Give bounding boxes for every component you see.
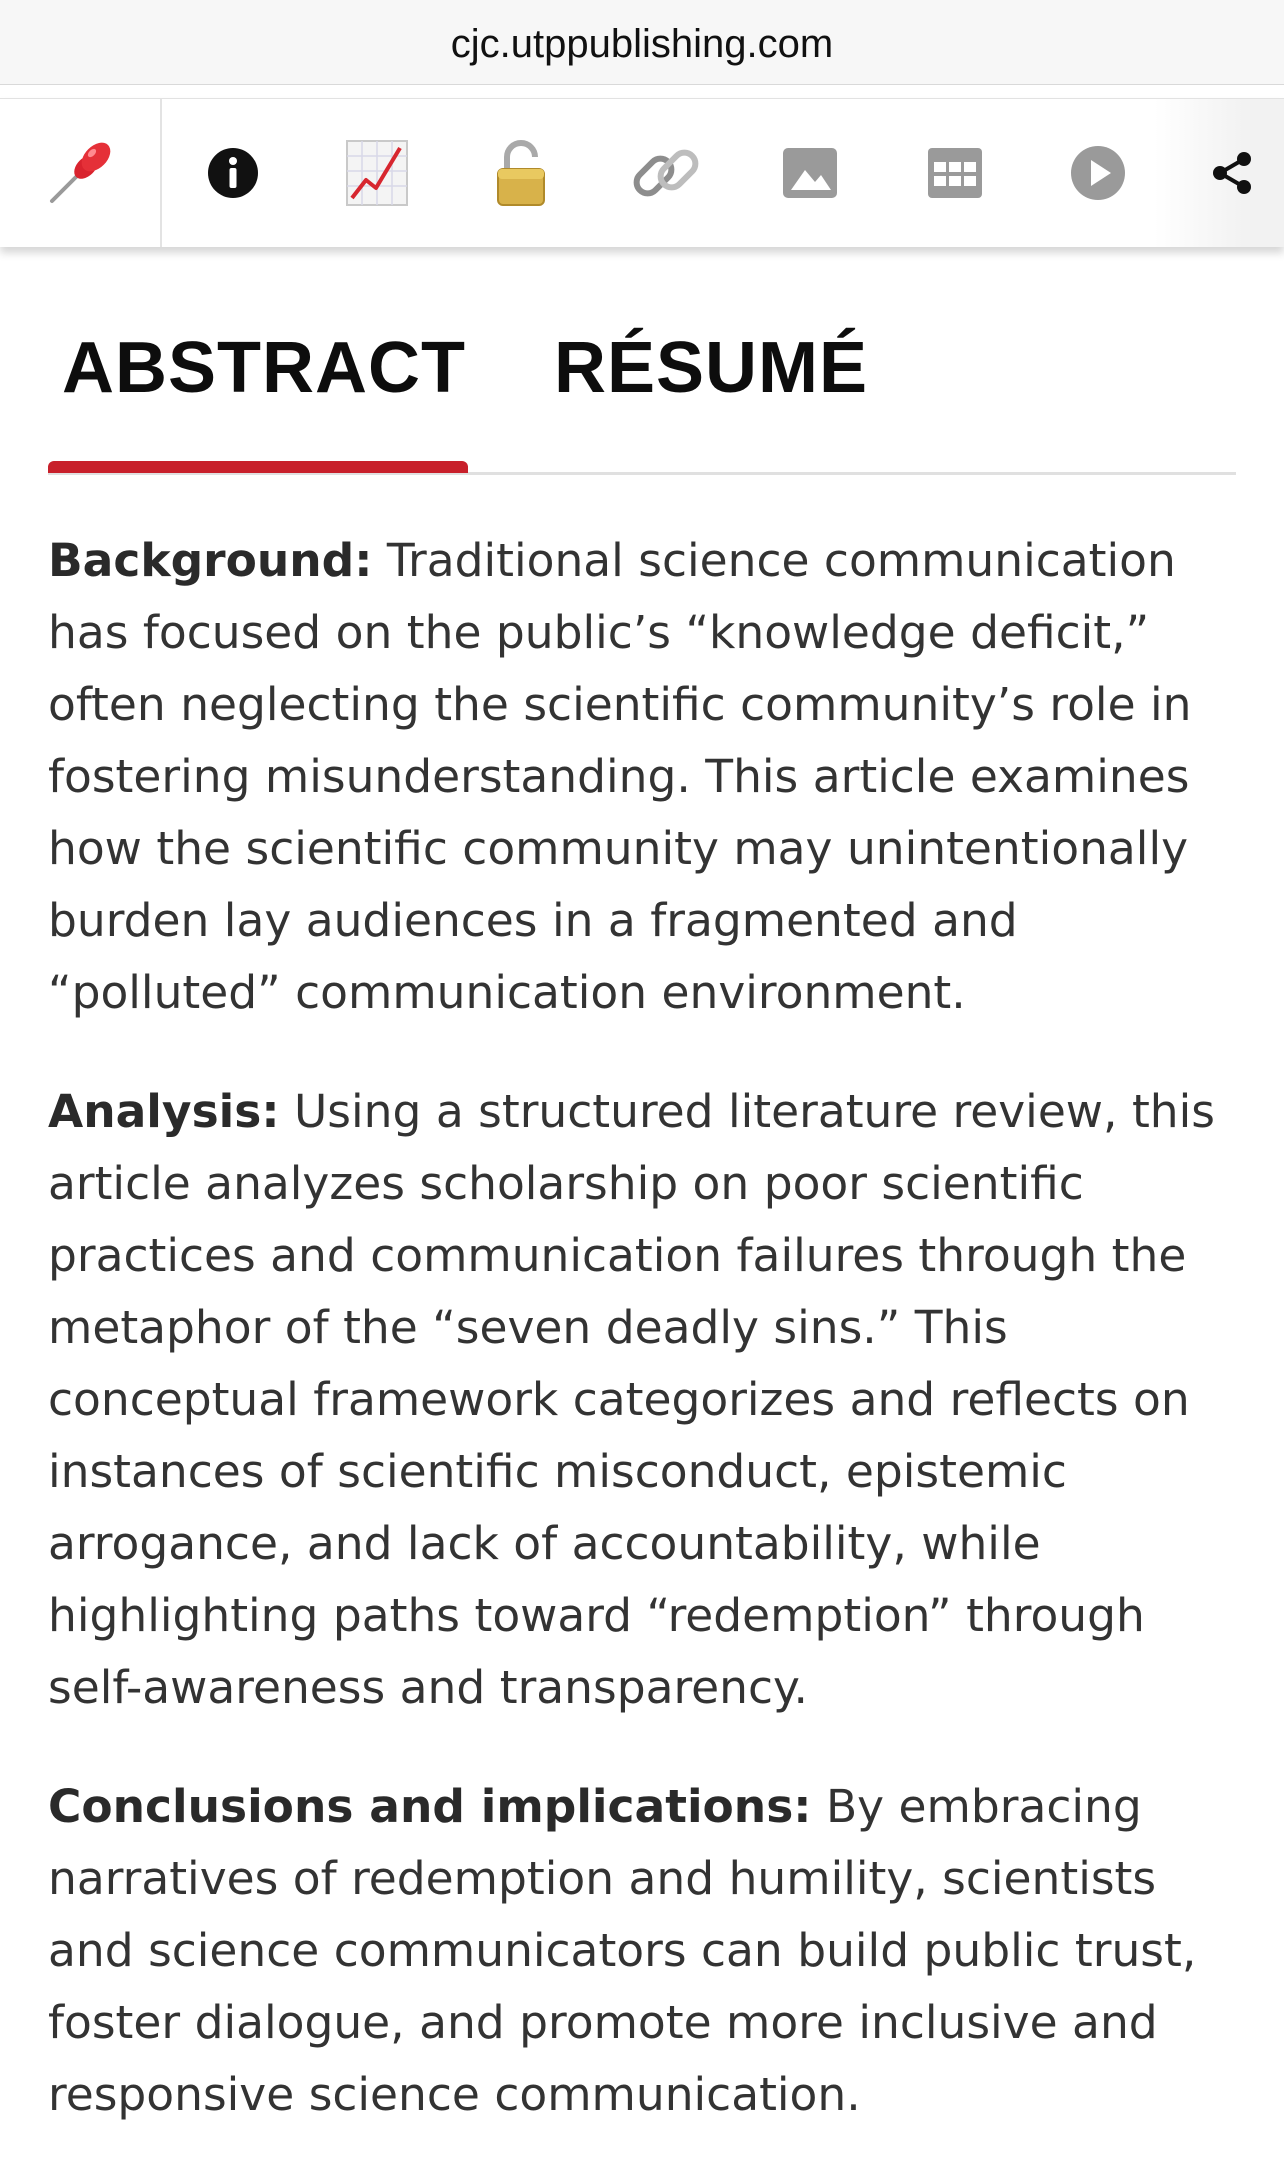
- tab-abstract[interactable]: ABSTRACT: [62, 328, 466, 408]
- article-toolbar: [0, 98, 1284, 247]
- active-tab-indicator: [48, 461, 468, 473]
- pin-button[interactable]: [20, 99, 140, 247]
- figures-button[interactable]: [750, 99, 870, 247]
- lock-icon: [493, 137, 549, 209]
- media-button[interactable]: [1038, 99, 1158, 247]
- conclusions-text: By embracing narratives of redemption and humility, scientists and science communicators can build public trust, foster dialogue, and promote more inclusive and responsive science communication.: [48, 1780, 1197, 2121]
- analysis-text: Using a structured literature review, this article analyzes scholarship on poor scientific practices and communication failures through the metaphor of the “seven deadly sins.” This conceptual framework categorizes and reflects on instances of scientific misconduct, epistemic arrogance, and lack of accountability, while highlighting paths toward “redemption” through self-awareness and transparency.: [48, 1085, 1215, 1714]
- play-icon: [1069, 144, 1127, 202]
- info-button[interactable]: [173, 99, 293, 247]
- link-icon: [628, 135, 704, 211]
- metrics-button[interactable]: [317, 99, 437, 247]
- link-button[interactable]: [606, 99, 726, 247]
- share-icon: [1210, 150, 1254, 196]
- pin-icon: [40, 133, 120, 213]
- info-icon: [205, 145, 261, 201]
- abstract-body: [48, 525, 1248, 2168]
- tables-button[interactable]: [895, 99, 1015, 247]
- toolbar-divider: [160, 99, 162, 247]
- conclusions-paragraph: [48, 1771, 1248, 2131]
- analysis-paragraph: [48, 1076, 1248, 1724]
- share-button[interactable]: [1182, 99, 1282, 247]
- tab-resume[interactable]: RÉSUMÉ: [554, 328, 869, 408]
- table-icon: [928, 148, 982, 198]
- conclusions-label: Conclusions and implications:: [48, 1780, 812, 1833]
- image-icon: [783, 148, 837, 198]
- analysis-label: Analysis:: [48, 1085, 280, 1138]
- url-text: cjc.utppublishing.com: [450, 21, 834, 66]
- chart-icon: [344, 138, 410, 208]
- background-label: Background:: [48, 534, 373, 587]
- background-paragraph: [48, 525, 1248, 1029]
- language-tabs: [48, 320, 1236, 470]
- background-text: Traditional science communication has focused on the public’s “knowledge deficit,” often neglecting the scientific community’s role in fostering misunderstanding. This article examines how the scientific community may unintentionally burden lay audiences in a fragmented and “polluted” communication environment.: [48, 534, 1192, 1019]
- address-bar[interactable]: [0, 0, 1284, 85]
- access-button[interactable]: [461, 99, 581, 247]
